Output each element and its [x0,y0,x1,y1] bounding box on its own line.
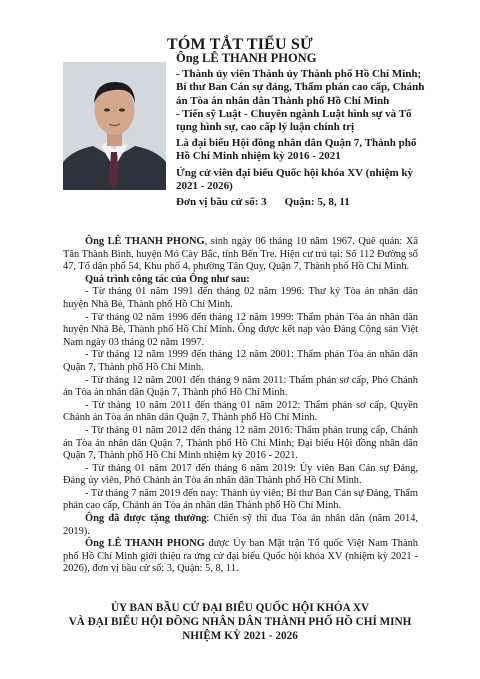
electoral-unit [176,196,426,209]
footer-line: VÀ ĐẠI BIỂU HỘI ĐỒNG NHÂN DÂN THÀNH PHỐ HỒ CHÍ MINH [68,616,412,628]
nomination-name: Ông LÊ THANH PHONG [85,538,205,550]
footer-line: NHIỆM KỲ 2021 - 2026 [182,630,298,642]
career-item: - Từ tháng 10 năm 2011 đến tháng 01 năm 2012: Thẩm phán sơ cấp, Quyền Chánh án Tòa án nhân dân Quận 7, Thành phố Hồ Chí Minh. [63,399,418,424]
candidate-portrait [63,62,166,190]
career-item: - Từ tháng 12 năm 2001 đến tháng 9 năm 2011: Thẩm phán sơ cấp, Phó Chánh án Tòa án nhân dân Quận 7, Thành phố Hồ Chí Minh. [63,374,418,399]
candidate-summary [176,52,426,209]
electoral-districts: Quận: 5, 8, 11 [284,196,350,209]
career-item: - Từ tháng 01 năm 1991 đến tháng 02 năm 1996: Thư ký Tòa án nhân dân huyện Nhà Bè, Thành phố Hồ Chí Minh. [63,286,418,310]
award-paragraph [63,513,418,538]
nomination-text: được Ủy ban Mặt trận Tổ quốc Việt Nam Thành phố Hồ Chí Minh giới thiệu ra ứng cử đại biểu Quốc hội khóa XV (nhiệm kỳ 2021 - 2026), đơn vị bầu cử số: 3, Quận: 5, 8, 11. [63,538,418,575]
award-text: : Chiến sỹ thi đua Tòa án nhân dân (năm 2014, 2019). [63,513,418,537]
portrait-image [63,62,166,190]
issuing-authority [0,601,480,643]
career-item: - Từ tháng 01 năm 2012 đến tháng 12 năm 2016: Thẩm phán trung cấp, Chánh án Tòa án nhân dân Quận 7, Thành phố Hồ Chí Minh; Đại biểu Hội đồng nhân dân Quận 7, Thành phố Hồ Chí Minh nhiệm kỳ 2016 - 2021. [63,424,418,462]
career-item: - Từ tháng 02 năm 1996 đến tháng 12 năm 1999: Thẩm phán Tòa án nhân dân huyện Nhà Bè, Thành phố Hồ Chí Minh. Ông được kết nạp vào Đảng Cộng sản Việt Nam ngày 03 tháng 02 năm 1997. [63,311,418,348]
position-line: - Tiến sỹ Luật - Chuyên ngành Luật hình sự và Tố tụng hình sự, cao cấp lý luận chính trị [176,107,412,134]
council-membership: Là đại biểu Hội đồng nhân dân Quận 7, Thành phố Hồ Chí Minh nhiệm kỳ 2016 - 2021 [176,137,417,163]
career-item: - Từ tháng 7 năm 2019 đến nay: Thành ủy viên; Bí thư Ban Cán sự Đảng, Thẩm phán cao cấp, Chánh án Tòa án nhân dân Thành phố Hồ Chí Minh. [63,487,418,512]
career-heading: Quá trình công tác của Ông như sau: [85,273,250,285]
bio-text: , sinh ngày 06 tháng 10 năm 1967. Quê quán: Xã Tân Thành Bình, huyện Mỏ Cày Bắc, tỉnh Bến Tre. Hiện cư trú tại: Số 112 Đường số 47, Tổ dân phố 54, Khu phố 4, phường Tân Quy, Quận 7, Thành phố Hồ Chí Minh. [63,236,418,273]
career-item: - Từ tháng 12 năm 1999 đến tháng 12 năm 2001: Thẩm phán Tòa án nhân dân Quận 7, Thành phố Hồ Chí Minh. [63,349,418,373]
biography-body [63,236,418,576]
career-item: - Từ tháng 01 năm 2017 đến tháng 6 năm 2019: Ủy viên Ban Cán sự Đảng, Đảng ủy viên, Phó Chánh án Tòa án nhân dân Thành phố Hồ Chí Minh. [63,462,418,487]
nomination-paragraph [63,538,418,576]
footer-line: ỦY BAN BẦU CỬ ĐẠI BIỂU QUỐC HỘI KHÓA XV [110,602,370,614]
candidate-name: Ông LÊ THANH PHONG [176,51,317,65]
bio-paragraph [63,236,418,274]
position-line: - Thành ủy viên Thành ủy Thành phố Hồ Chí Minh; Bí thư Ban Cán sự đảng, Thẩm phán cao cấp, Chánh án Tòa án nhân dân Thành phố Hồ Chí Minh [176,68,425,107]
electoral-unit-number: Đơn vị bầu cử số: 3 [176,196,267,209]
document-title: TÓM TẮT TIỂU SỬ [166,36,313,53]
candidacy-info: Ứng cử viên đại biểu Quốc hội khóa XV (nhiệm kỳ 2021 - 2026) [176,166,414,192]
award-label: Ông đã được tặng thưởng [85,513,207,525]
bio-name: Ông LÊ THANH PHONG [85,236,205,247]
